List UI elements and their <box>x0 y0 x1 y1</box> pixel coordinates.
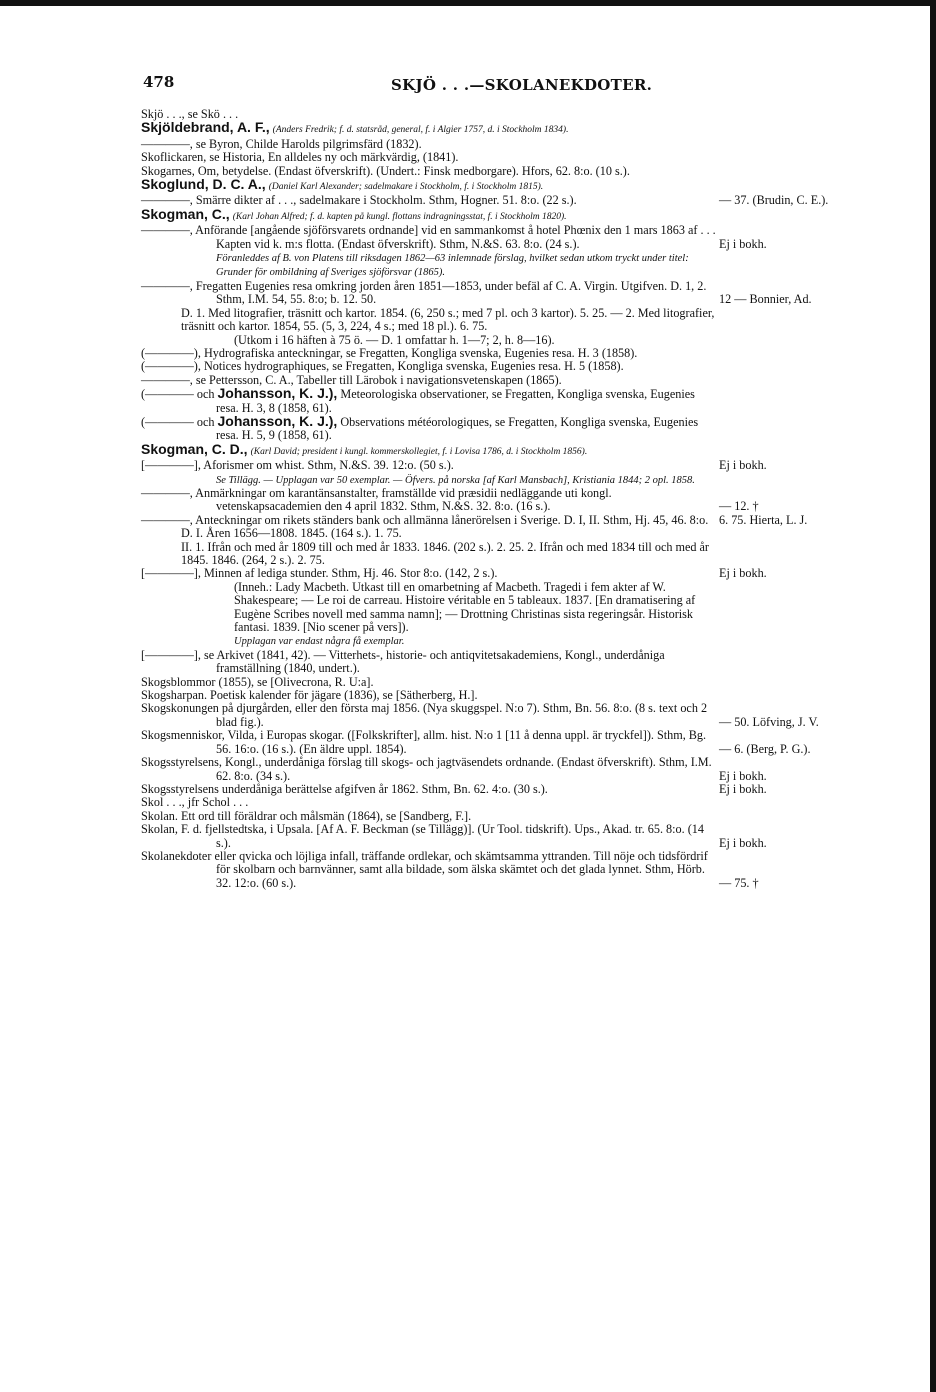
entry-detail: D. 1. Med litografier, träsnitt och kartor. 1854. (6, 250 s.; med 7 pl. och 3 kartor). 5. 25. — 2. Med litografier, träsnitt och kartor. 1854, 55. (5, 3, 224, 4 s.; med 18 pl.). 6. 75. <box>181 305 715 334</box>
author-note: (Karl David; president i kungl. kommerskollegiet, f. i Lovisa 1786, d. i Stockholm 1856). <box>250 446 588 457</box>
entry: Skogarnes, Om, betydelse. (Endast öfverskrift). (Undert.: Finsk medborgare). Hfors, 62. 8:o. (10 s.). <box>141 163 630 178</box>
entry: ————, Anförande [angående sjöförsvarets ordnande] vid en sammankomst å hotel Phœnix den 1 mars 1863 af . . . Kapten vid k. m:s flotta. (Endast öfverskrift). Sthm, N.&S. 63. 8:o. (24 s.). Ej i bokh. <box>141 224 881 251</box>
entry: (————), Notices hydrographiques, se Fregatten, Kongliga svenska, Eugenies resa. H. 5 (1858). <box>141 359 624 374</box>
entry: [————], Aforismer om whist. Sthm, N.&S. 39. 12:o. (50 s.). Ej i bokh. <box>141 459 881 472</box>
entry: ————, Anteckningar om rikets ständers bank och allmänna lånerörelsen i Sverige. D. I, II. Sthm, Hj. 45, 46. 8:o. 6. 75. Hierta, L. J. <box>141 514 881 527</box>
price-publisher: — 37. (Brudin, C. E.). <box>719 193 829 208</box>
author-name: Skjöldebrand, A. F., <box>141 119 270 136</box>
price-publisher: Ej i bokh. <box>719 458 767 473</box>
entry: Skolan. Ett ord till föräldrar och målsmän (1864), se [Sandberg, F.]. <box>141 808 472 823</box>
entry: Skjö . . ., se Skö . . . <box>141 107 239 121</box>
entry-note: Upplagan var endast några få exemplar. <box>234 636 405 648</box>
running-title: SKJÖ . . .—SKOLANEKDOTER. <box>391 76 653 94</box>
entry-heading <box>141 440 881 459</box>
entry: Skogsmenniskor, Vilda, i Europas skogar. ([Folkskrifter], allm. hist. N:o 1 [11 å denna uppl. är tryckfel]). Sthm, Bg. 56. 16:o. (16 s.). (En äldre uppl. 1854). — 6. (Berg, P. G.). <box>141 729 881 756</box>
entry-detail: (Utkom i 16 häften à 75 ö. — D. 1 omfattar h. 1—7; 2, h. 8—16). <box>234 332 555 347</box>
entry: [————], se Arkivet (1841, 42). — Vitterhets-, historie- och antiqvitetsakademiens, Kongl., underdåniga framställning (1840, undert.). <box>141 647 665 676</box>
entry: Skogsharpan. Poetisk kalender för jägare (1836), se [Sätherberg, H.]. <box>141 688 478 703</box>
entry-heading <box>141 121 881 137</box>
author-name: Skogman, C., <box>141 205 230 222</box>
price-publisher: Ej i bokh. <box>719 835 767 850</box>
price-publisher: 6. 75. Hierta, L. J. <box>719 512 808 527</box>
entry: ————, Smärre dikter af . . ., sadelmakare i Stockholm. Sthm, Hogner. 51. 8:o. (22 s.). — 37. (Brudin, C. E.). <box>141 194 881 207</box>
entry: (———— och Johansson, K. J.), Observations météorologiques, se Fregatten, Kongliga svenska, Eugenies resa. H. 5, 9 (1858, 61). <box>141 412 699 443</box>
author-note: (Anders Fredrik; f. d. statsråd, general, f. i Algier 1757, d. i Stockholm 1834). <box>272 125 569 136</box>
entry: Skolanekdoter eller qvicka och löjliga infall, träffande ordlekar, och skämtsamma yttranden. Till nöje och tidsfördrif för skolbarn och barnvänner, samt alla bildade, som älska skämtet och det glada lynnet. Sthm, Hörb. 32. 12:o. (60 s.). — 75. † <box>141 850 881 890</box>
entry-detail: (Inneh.: Lady Macbeth. Utkast till en omarbetning af Macbeth. Tragedi i fem akter af W. Shakespeare; — Le roi de carreau. Histoire véritable en 5 tableaux. 1837. [En dramatisering af Eugène Scribes novell med samma namn]; — Drottning Christinas sista regeringsår. Historisk fantasi. 1839. [Nio scener på vers]). <box>234 579 696 635</box>
author-name: Skoglund, D. C. A., <box>141 176 266 193</box>
entry-note: Se Tillägg. — Upplagan var 50 exemplar. — Öfvers. på norska [af Karl Mansbach], Kristiania 1844; 2 opl. 1858. <box>216 474 695 486</box>
author-note: (Daniel Karl Alexander; sadelmakare i Stockholm, f. i Stockholm 1815). <box>268 182 544 193</box>
catalog-entries <box>141 108 881 890</box>
entry-note: Föranleddes af B. von Platens till riksdagen 1862—63 inlemnade förslag, hvilket sedan utkom tryckt under titel: Grunder för ombildning af Sveriges sjöförsvar (1865). <box>216 253 689 279</box>
coauthor-name: Johansson, K. J.), <box>217 412 338 429</box>
entry: Skol . . ., jfr Schol . . . <box>141 795 249 810</box>
entry: (———— och Johansson, K. J.), Meteorologiska observationer, se Fregatten, Kongliga svenska, Eugenies resa. H. 3, 8 (1858, 61). <box>141 385 695 415</box>
entry: ————, se Pettersson, C. A., Tabeller till Lärobok i navigationsvetenskapen (1865). <box>141 372 562 387</box>
entry: [————], Minnen af lediga stunder. Sthm, Hj. 46. Stor 8:o. (142, 2 s.). Ej i bokh. <box>141 567 881 580</box>
entry: ————, se Byron, Childe Harolds pilgrimsfärd (1832). <box>141 136 422 151</box>
price-publisher: Ej i bokh. <box>719 236 767 251</box>
entry: ————, Fregatten Eugenies resa omkring jorden åren 1851—1853, under befäl af C. A. Virgin. Utgifven. D. 1, 2. Sthm, I.M. 54, 55. 8:o; b. 12. 50. 12 — Bonnier, Ad. <box>141 280 881 307</box>
entry: Skogsblommor (1855), se [Olivecrona, R. U:a]. <box>141 674 374 689</box>
entry: Skogsstyrelsens, Kongl., underdåniga förslag till skogs- och jagtväsendets ordnande. (Endast öfverskrift). Sthm, I.M. 62. 8:o. (34 s.). Ej i bokh. <box>141 756 881 783</box>
entry: ————, Anmärkningar om karantänsanstalter, framställde vid præsidii nedläggande uti kongl. vetenskapsacademien den 4 april 1832. Sthm, N.&S. 32. 8:o. (16 s.). — 12. † <box>141 487 881 514</box>
entry: Skoflickaren, se Historia, En alldeles ny och märkvärdig, (1841). <box>141 150 459 165</box>
scan-border-top <box>0 0 936 6</box>
price-publisher: Ej i bokh. <box>719 768 767 783</box>
entry: Skolan, F. d. fjellstedtska, i Upsala. [Af A. F. Beckman (se Tillägg)]. (Ur Tool. tidskrift). Ups., Akad. tr. 65. 8:o. (14 s.). Ej i bokh. <box>141 823 881 850</box>
price-publisher: — 50. Löfving, J. V. <box>719 714 819 729</box>
price-publisher: — 12. † <box>719 499 759 514</box>
author-name: Skogman, C. D., <box>141 440 248 457</box>
entry: Skogsstyrelsens underdåniga berättelse afgifven år 1862. Sthm, Bn. 62. 4:o. (30 s.). Ej i bokh. <box>141 783 881 796</box>
price-publisher: — 6. (Berg, P. G.). <box>719 741 811 756</box>
author-note: (Karl Johan Alfred; f. d. kapten på kungl. flottans indragningsstat, f. i Stockholm 1820). <box>232 211 567 222</box>
entry: Skogskonungen på djurgården, eller den första maj 1856. (Nya skuggspel. N:o 7). Sthm, Bn. 56. 8:o. (8 s. text och 2 blad fig.). — 50. Löfving, J. V. <box>141 702 881 729</box>
entry-detail: II. 1. Ifrån och med år 1809 till och med år 1833. 1846. (202 s.). 2. 25. 2. Ifrån och med 1834 till och med år 1845. 1846. (264, 2 s.). 2. 75. <box>181 539 709 567</box>
coauthor-name: Johansson, K. J.), <box>217 385 338 402</box>
price-publisher: Ej i bokh. <box>719 781 767 796</box>
entry-heading <box>141 205 881 224</box>
page-number: 478 <box>143 73 175 91</box>
entry-detail: D. I. Åren 1656—1808. 1845. (164 s.). 1. 75. <box>181 526 402 541</box>
price-publisher: — 75. † <box>719 875 759 890</box>
scan-border-right <box>930 0 936 1392</box>
price-publisher: 12 — Bonnier, Ad. <box>719 292 812 307</box>
entry: (————), Hydrografiska anteckningar, se Fregatten, Kongliga svenska, Eugenies resa. H. 3 (1858). <box>141 345 638 360</box>
entry-heading <box>141 178 881 194</box>
price-publisher: Ej i bokh. <box>719 566 767 581</box>
